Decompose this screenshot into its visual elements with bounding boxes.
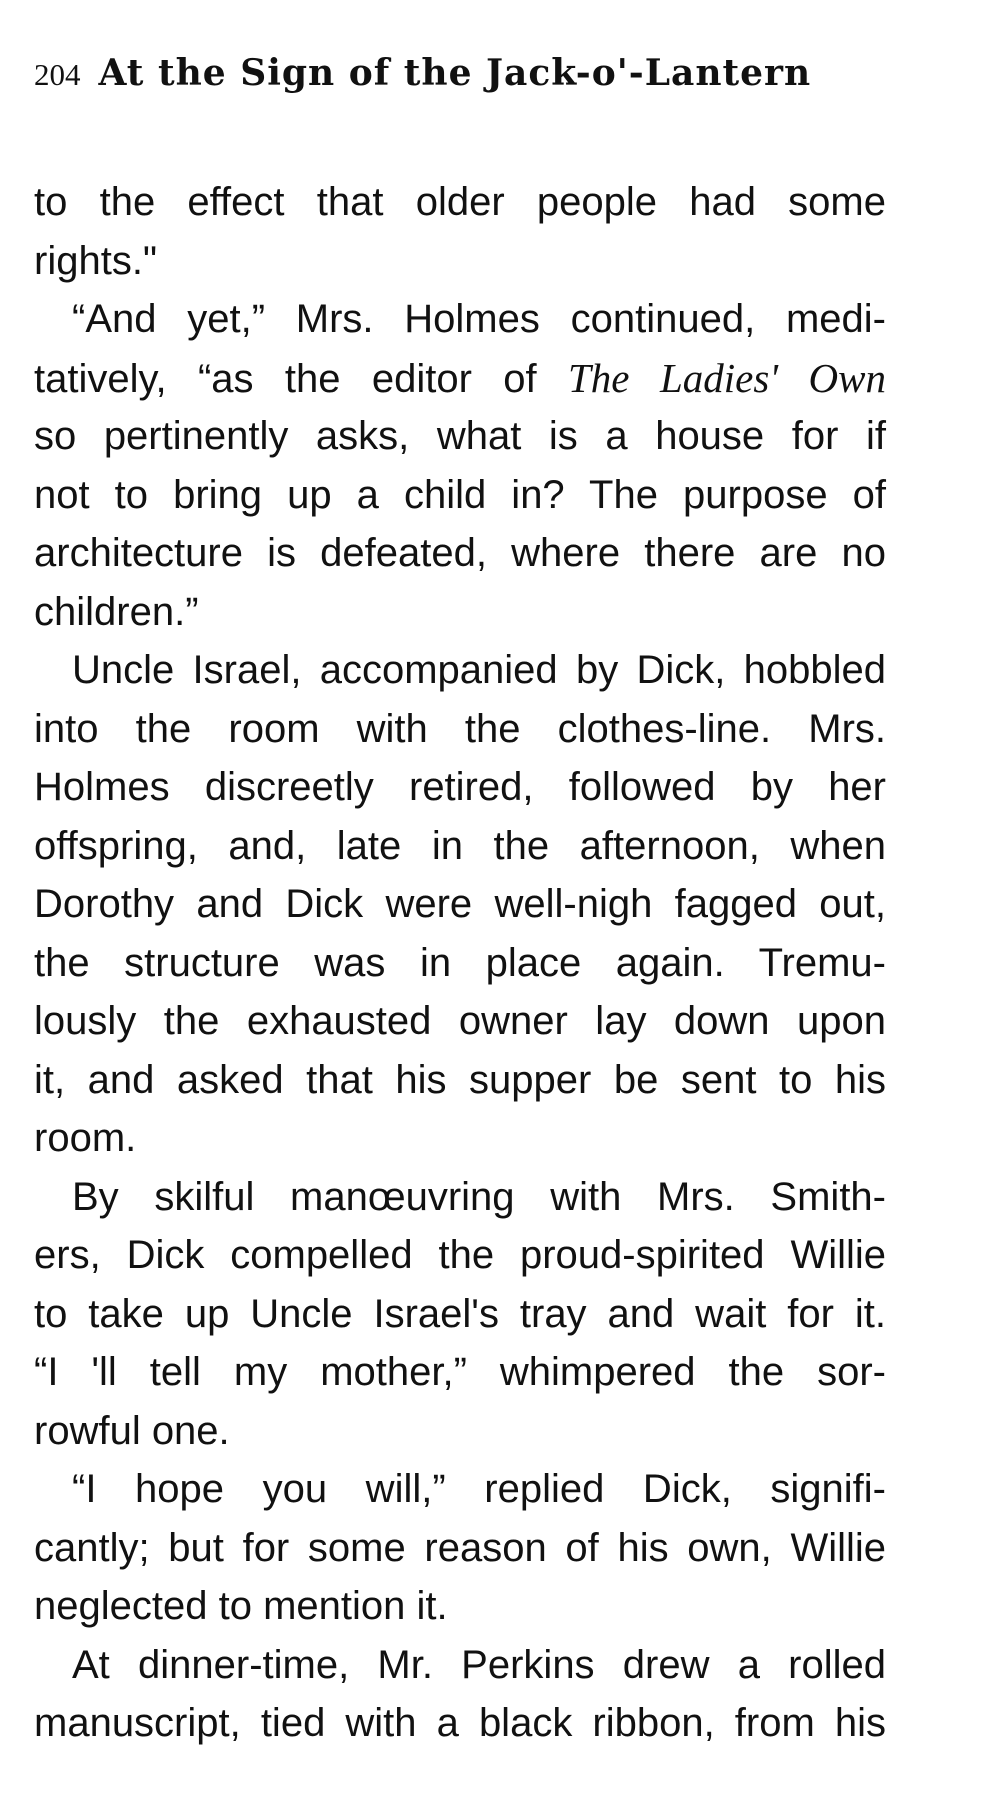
text-line: At dinner-time, Mr. Perkins drew a rolled (72, 1642, 886, 1687)
text-line: neglected to mention it. (34, 1584, 448, 1628)
text-line: to the effect that older people had some (34, 180, 886, 224)
body-text (34, 173, 886, 1753)
text-line: “And yet,” Mrs. Holmes continued, medi- (72, 297, 886, 341)
italic-title: The Ladies' Own (567, 354, 887, 401)
text-line: Uncle Israel, accompanied by Dick, hobbled (72, 648, 886, 692)
text-line: lously the exhausted owner lay down upon (34, 999, 886, 1043)
text-line: manuscript, tied with a black ribbon, from his (34, 1701, 886, 1745)
text-line: rights." (34, 238, 158, 283)
text-line: it, and asked that his supper be sent to his (34, 1057, 886, 1102)
text-line: cantly; but for some reason of his own, Willie (34, 1525, 886, 1570)
text-line: to take up Uncle Israel's tray and wait for it. (34, 1291, 886, 1336)
running-title: At the Sign of the Jack-o'-Lantern (98, 52, 812, 94)
page-number: 204 (34, 57, 81, 92)
text-line: Holmes discreetly retired, followed by her (34, 765, 886, 809)
text-line: not to bring up a child in? The purpose of (34, 472, 886, 517)
running-head (34, 52, 894, 112)
text-line: rowful one. (34, 1408, 230, 1453)
text-line: “I 'll tell my mother,” whimpered the sor- (34, 1350, 886, 1394)
text-line: so pertinently asks, what is a house for if (34, 414, 886, 458)
text-line: “I hope you will,” replied Dick, signifi- (72, 1467, 886, 1511)
text-line: By skilful manœuvring with Mrs. Smith- (72, 1174, 886, 1219)
text-line: room. (34, 1116, 137, 1160)
text-line: into the room with the clothes-line. Mrs. (34, 706, 886, 751)
text-line (34, 349, 886, 408)
text-line: the structure was in place again. Tremu- (34, 940, 886, 985)
text-line: ers, Dick compelled the proud-spirited Willie (34, 1233, 886, 1277)
text-segment: tatively, “as the editor of (34, 356, 568, 401)
text-line: architecture is defeated, where there are no (34, 531, 886, 575)
text-line: offspring, and, late in the afternoon, when (34, 823, 886, 868)
text-line: Dorothy and Dick were well-nigh fagged out, (34, 882, 886, 926)
text-line: children.” (34, 589, 199, 634)
